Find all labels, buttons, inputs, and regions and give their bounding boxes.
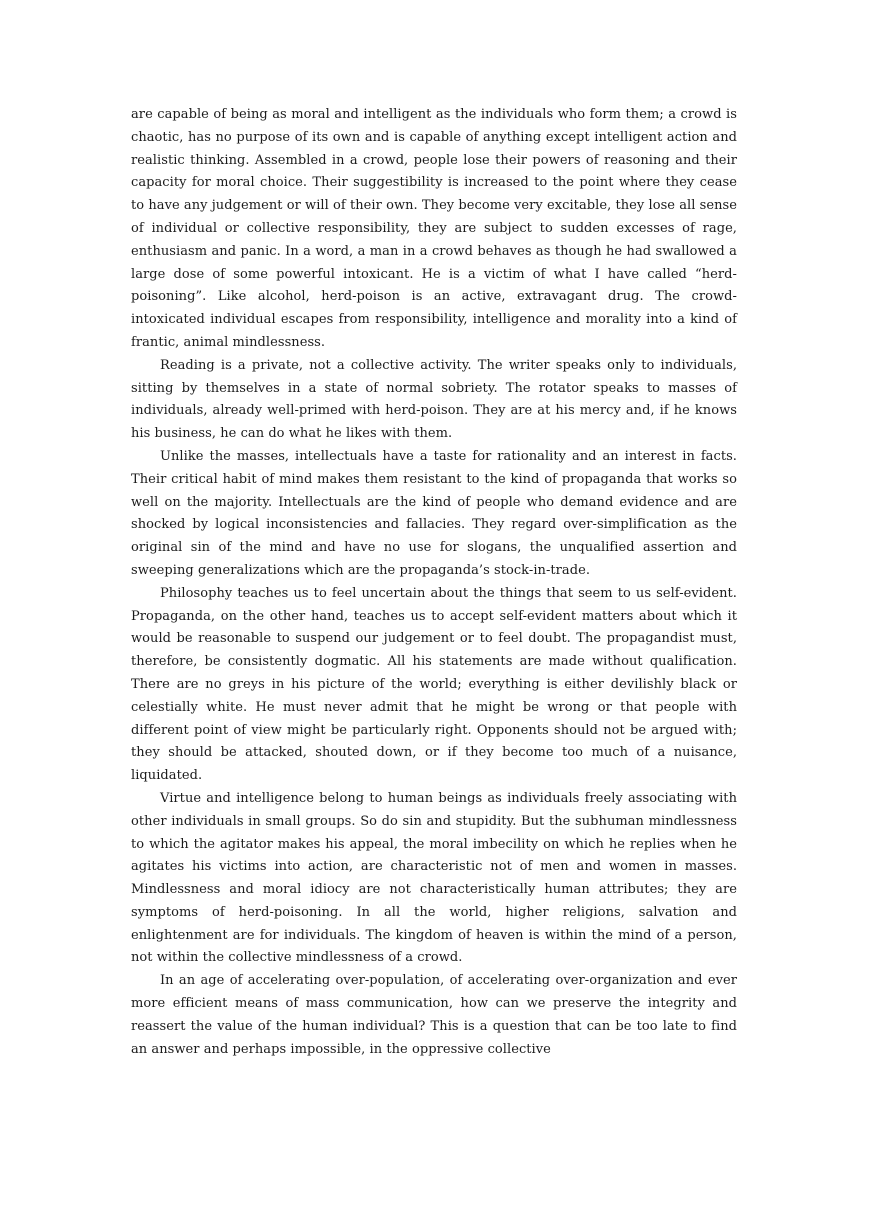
paragraph-6: In an age of accelerating over-population, of accelerating over-organization and ever more efficient means of mass communication, how can we preserve the integrity and reassert the value of the human individual? This is a question that can be too late to find an answer and perhaps impossible, in the oppressive collective: [131, 973, 737, 1057]
paragraph-4: Philosophy teaches us to feel uncertain about the things that seem to us self-evident. Propaganda, on the other hand, teaches us to accept self-evident matters about which it would be reasonable to suspend our judgement or to feel doubt. The propagandist must, therefore, be consistently dogmatic. All his statements are made without qualification. There are no greys in his picture of the world; everything is either devilishly black or celestially white. He must never admit that he might be wrong or that people with different point of view might be particularly right. Opponents should not be argued with; they should be attacked, shouted down, or if they become too much of a nuisance, liquidated.: [131, 585, 737, 784]
paragraph-3: Unlike the masses, intellectuals have a taste for rationality and an interest in facts. Their critical habit of mind makes them resistant to the kind of propaganda that works so well on the majority. Intellectuals are the kind of people who demand evidence and are shocked by logical inconsistencies and fallacies. They regard over-simplification as the original sin of the mind and have no use for slogans, the unqualified assertion and sweeping generalizations which are the propaganda’s stock-in-trade.: [131, 448, 737, 578]
paragraph-2: Reading is a private, not a collective activity. The writer speaks only to individuals, sitting by themselves in a state of normal sobriety. The rotator speaks to masses of individuals, already well-primed with herd-poison. They are at his mercy and, if he knows his business, he can do what he likes with them.: [131, 357, 737, 442]
paragraph-5: Virtue and intelligence belong to human beings as individuals freely associating with other individuals in small groups. So do sin and stupidity. But the subhuman mindlessness to which the agitator makes his appeal, the moral imbecility on which he replies when he agitates his victims into action, are characteristic not of men and women in masses. Mindlessness and moral idiocy are not characteristically human attributes; they are symptoms of herd-poisoning. In all the world, higher religions, salvation and enlightenment are for individuals. The kingdom of heaven is within the mind of a person, not within the collective mindlessness of a crowd.: [131, 790, 737, 966]
paragraph-1: are capable of being as moral and intelligent as the individuals who form them; a crowd is chaotic, has no purpose of its own and is capable of anything except intelligent action and realistic thinking. Assembled in a crowd, people lose their powers of reasoning and their capacity for moral choice. Their suggestibility is increased to the point where they cease to have any judgement or will of their own. They become very excitable, they lose all sense of individual or collective responsibility, they are subject to sudden excesses of rage, enthusiasm and panic. In a word, a man in a crowd behaves as though he had swallowed a large dose of some powerful intoxicant. He is a victim of what I have called “herd-poisoning”. Like alcohol, herd-poison is an active, extravagant drug. The crowd-intoxicated individual escapes from responsibility, intelligence and morality into a kind of frantic, animal mindlessness.: [131, 107, 737, 350]
document-page: [131, 104, 737, 1061]
